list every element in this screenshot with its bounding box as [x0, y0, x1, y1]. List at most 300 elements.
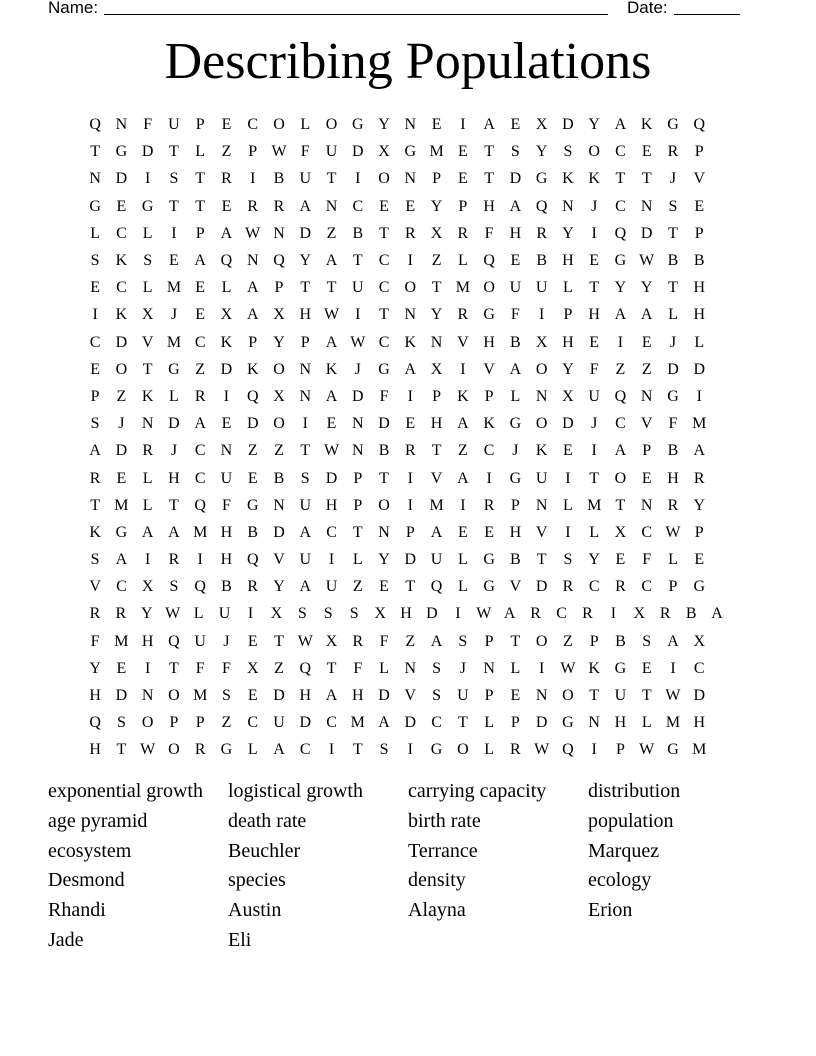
grid-letter: B	[221, 578, 232, 596]
grid-letter: S	[642, 632, 652, 650]
grid-letter: G	[614, 659, 627, 677]
grid-letter: L	[142, 496, 153, 514]
grid-letter: T	[116, 741, 127, 759]
grid-letter: M	[350, 714, 365, 732]
word-bank-item: Terrance	[408, 839, 478, 862]
grid-letter: G	[404, 143, 417, 161]
grid-letter: E	[379, 578, 389, 596]
grid-letter: K	[640, 116, 653, 134]
grid-letter: U	[614, 687, 627, 705]
grid-letter: M	[455, 279, 470, 297]
grid-row	[82, 165, 730, 192]
grid-letter: G	[115, 143, 128, 161]
grid-letter: U	[509, 279, 522, 297]
grid-letter: E	[195, 279, 206, 297]
grid-letter: G	[115, 523, 128, 541]
grid-letter: T	[195, 170, 206, 188]
grid-letter: T	[431, 442, 442, 460]
grid-letter: R	[247, 197, 259, 215]
grid-letter: S	[432, 659, 442, 677]
grid-row	[82, 682, 730, 709]
grid-letter: U	[325, 143, 338, 161]
grid-letter: E	[116, 197, 127, 215]
grid-row	[82, 274, 730, 301]
grid-row	[82, 546, 730, 573]
grid-letter: A	[509, 197, 522, 215]
grid-letter: C	[247, 714, 259, 732]
grid-letter: R	[659, 605, 671, 623]
grid-letter: H	[299, 687, 312, 705]
grid-row	[82, 519, 730, 546]
grid-letter: K	[457, 387, 469, 405]
grid-letter: E	[431, 116, 442, 134]
grid-letter: N	[640, 197, 653, 215]
grid-letter: I	[247, 605, 254, 623]
grid-letter: C	[116, 279, 127, 297]
grid-letter: Z	[563, 632, 573, 650]
grid-letter: W	[323, 306, 340, 324]
grid-letter: O	[273, 415, 285, 433]
word-bank-item: ecology	[588, 869, 652, 892]
grid-letter: U	[218, 605, 231, 623]
grid-letter: T	[142, 360, 153, 378]
grid-letter: N	[404, 116, 417, 134]
grid-letter: I	[145, 551, 151, 569]
grid-letter: E	[221, 197, 232, 215]
grid-letter: R	[530, 605, 541, 623]
grid-letter: Q	[168, 632, 180, 650]
grid-letter: S	[169, 170, 179, 188]
grid-letter: Z	[221, 714, 232, 732]
grid-letter: O	[273, 360, 285, 378]
grid-letter: W	[639, 252, 655, 270]
grid-letter: R	[404, 224, 416, 242]
grid-letter: P	[248, 143, 258, 161]
grid-letter: W	[140, 741, 156, 759]
grid-letter: D	[426, 605, 438, 623]
grid-letter: E	[641, 333, 652, 351]
grid-letter: H	[89, 741, 101, 759]
grid-letter: J	[170, 306, 178, 324]
grid-letter: D	[115, 333, 128, 351]
grid-letter: Q	[220, 252, 233, 270]
grid-letter: D	[378, 415, 390, 433]
grid-letter: M	[429, 496, 444, 514]
grid-letter: E	[116, 659, 127, 677]
grid-letter: K	[115, 306, 128, 324]
grid-letter: B	[536, 252, 547, 270]
grid-letter: S	[349, 605, 359, 623]
grid-letter: G	[246, 496, 259, 514]
grid-letter: Q	[246, 387, 259, 405]
grid-letter: R	[273, 197, 285, 215]
grid-letter: D	[535, 714, 548, 732]
grid-letter: E	[195, 306, 206, 324]
grid-letter: X	[273, 306, 285, 324]
grid-row	[82, 573, 730, 600]
grid-letter: P	[353, 469, 363, 487]
grid-row	[82, 709, 730, 736]
word-bank-item: age pyramid	[48, 809, 148, 832]
grid-letter: I	[355, 170, 361, 188]
grid-letter: G	[693, 578, 706, 596]
grid-letter: U	[194, 632, 206, 650]
grid-letter: N	[430, 333, 443, 351]
grid-letter: A	[430, 523, 443, 541]
grid-letter: K	[483, 415, 495, 433]
grid-letter: T	[326, 659, 337, 677]
grid-letter: N	[89, 170, 101, 188]
grid-letter: Z	[326, 224, 337, 242]
grid-letter: C	[326, 714, 337, 732]
grid-letter: T	[379, 306, 389, 324]
grid-letter: Y	[430, 197, 443, 215]
grid-letter: E	[457, 143, 468, 161]
grid-letter: H	[168, 469, 180, 487]
grid-letter: O	[535, 360, 548, 378]
grid-letter: H	[325, 496, 338, 514]
grid-letter: Y	[273, 578, 285, 596]
grid-letter: I	[407, 496, 413, 514]
grid-letter: T	[274, 632, 284, 650]
grid-letter: E	[589, 252, 600, 270]
grid-letter: C	[352, 197, 364, 215]
grid-row	[82, 410, 730, 437]
grid-letter: E	[379, 197, 389, 215]
grid-letter: R	[89, 605, 101, 623]
grid-letter: X	[246, 659, 259, 677]
grid-letter: C	[615, 415, 626, 433]
grid-row	[82, 220, 730, 247]
word-bank-item: exponential growth	[48, 780, 203, 802]
grid-letter: R	[667, 496, 679, 514]
grid-letter: T	[195, 197, 206, 215]
grid-letter: A	[667, 632, 679, 650]
grid-letter: Z	[195, 360, 206, 378]
grid-letter: T	[352, 252, 363, 270]
grid-letter: L	[169, 387, 179, 405]
grid-letter: S	[143, 252, 153, 270]
grid-letter: D	[404, 714, 417, 732]
grid-letter: K	[141, 387, 154, 405]
grid-letter: F	[195, 659, 205, 677]
grid-letter: E	[405, 197, 416, 215]
grid-letter: K	[588, 659, 600, 677]
grid-letter: D	[273, 523, 285, 541]
grid-letter: E	[169, 252, 179, 270]
grid-letter: T	[379, 469, 389, 487]
grid-letter: G	[509, 469, 522, 487]
grid-letter: S	[116, 714, 126, 732]
grid-letter: A	[509, 360, 522, 378]
grid-letter: T	[668, 224, 678, 242]
grid-letter: T	[431, 279, 442, 297]
grid-letter: X	[273, 387, 285, 405]
grid-letter: F	[222, 496, 231, 514]
grid-letter: N	[299, 387, 312, 405]
grid-letter: F	[222, 659, 231, 677]
grid-letter: C	[194, 469, 206, 487]
grid-letter: Q	[89, 116, 101, 134]
grid-letter: D	[640, 224, 653, 242]
grid-letter: V	[89, 578, 101, 596]
grid-letter: I	[617, 333, 624, 351]
grid-letter: T	[352, 741, 363, 759]
grid-letter: J	[591, 197, 598, 215]
grid-letter: K	[562, 170, 574, 188]
grid-letter: T	[641, 687, 652, 705]
grid-letter: E	[247, 687, 258, 705]
grid-letter: G	[352, 116, 364, 134]
grid-letter: G	[562, 714, 574, 732]
grid-letter: X	[535, 333, 548, 351]
grid-letter: E	[641, 659, 652, 677]
grid-letter: A	[325, 387, 338, 405]
grid-letter: C	[194, 333, 206, 351]
grid-letter: Q	[89, 714, 101, 732]
grid-letter: D	[404, 551, 417, 569]
grid-letter: W	[350, 333, 366, 351]
grid-letter: M	[429, 143, 444, 161]
grid-letter: R	[510, 741, 521, 759]
grid-letter: T	[300, 279, 311, 297]
grid-letter: I	[455, 605, 461, 623]
word-bank-item: birth rate	[408, 809, 481, 832]
grid-letter: R	[89, 469, 101, 487]
grid-letter: D	[299, 224, 312, 242]
grid-letter: B	[378, 442, 390, 460]
grid-letter: P	[248, 333, 258, 351]
grid-letter: C	[247, 116, 259, 134]
grid-letter: O	[535, 415, 548, 433]
grid-row	[82, 464, 730, 491]
grid-letter: K	[535, 442, 548, 460]
grid-letter: Q	[194, 496, 206, 514]
grid-letter: W	[560, 659, 576, 677]
grid-letter: C	[89, 333, 101, 351]
grid-letter: P	[642, 442, 652, 460]
grid-letter: L	[300, 116, 311, 134]
grid-letter: U	[535, 469, 548, 487]
grid-letter: B	[247, 523, 259, 541]
grid-letter: I	[460, 496, 466, 514]
grid-letter: G	[667, 116, 679, 134]
grid-letter: Z	[274, 659, 284, 677]
word-bank-item: distribution	[588, 780, 681, 802]
grid-letter: C	[588, 578, 600, 596]
word-bank-item: Erion	[588, 899, 633, 922]
grid-letter: Z	[116, 387, 127, 405]
grid-letter: T	[536, 551, 547, 569]
grid-letter: V	[693, 170, 706, 188]
grid-row	[82, 356, 730, 383]
grid-letter: Z	[405, 632, 416, 650]
grid-letter: X	[633, 605, 646, 623]
grid-letter: W	[476, 605, 492, 623]
date-blank-line	[674, 14, 740, 15]
grid-letter: E	[589, 333, 600, 351]
grid-row	[82, 193, 730, 220]
grid-letter: U	[352, 279, 364, 297]
grid-letter: Q	[299, 659, 312, 677]
grid-letter: R	[582, 605, 593, 623]
grid-letter: W	[323, 442, 340, 460]
word-bank-item: Eli	[228, 928, 252, 951]
grid-letter: R	[667, 143, 679, 161]
grid-letter: O	[378, 170, 390, 188]
grid-letter: B	[693, 252, 705, 270]
grid-letter: Y	[535, 143, 548, 161]
grid-letter: G	[483, 306, 495, 324]
grid-letter: F	[484, 224, 494, 242]
grid-letter: P	[432, 170, 442, 188]
grid-letter: P	[195, 224, 205, 242]
grid-letter: H	[220, 523, 233, 541]
grid-letter: X	[141, 578, 154, 596]
grid-letter: C	[326, 523, 337, 541]
grid-letter: J	[512, 442, 519, 460]
grid-letter: F	[589, 360, 599, 378]
grid-letter: T	[457, 714, 468, 732]
grid-letter: F	[379, 387, 389, 405]
grid-letter: H	[141, 632, 154, 650]
grid-letter: L	[641, 714, 652, 732]
grid-letter: N	[220, 442, 233, 460]
grid-letter: V	[273, 551, 285, 569]
grid-letter: S	[323, 605, 333, 623]
grid-letter: N	[404, 306, 417, 324]
word-search-grid	[82, 111, 730, 764]
grid-letter: G	[89, 197, 101, 215]
word-bank	[48, 777, 768, 956]
grid-letter: D	[220, 360, 233, 378]
grid-letter: R	[115, 605, 127, 623]
grid-letter: P	[484, 687, 494, 705]
grid-letter: G	[220, 741, 233, 759]
grid-letter: Y	[378, 551, 390, 569]
grid-row	[82, 736, 730, 763]
grid-letter: U	[430, 551, 443, 569]
grid-letter: A	[430, 632, 443, 650]
grid-row	[82, 138, 730, 165]
grid-letter: Y	[588, 551, 600, 569]
date-label: Date:	[627, 0, 668, 17]
grid-letter: G	[667, 387, 679, 405]
grid-letter: T	[326, 170, 337, 188]
grid-letter: R	[168, 551, 180, 569]
grid-letter: H	[562, 333, 574, 351]
grid-letter: I	[670, 659, 676, 677]
grid-letter: M	[587, 496, 602, 514]
grid-letter: W	[271, 143, 287, 161]
grid-letter: I	[610, 605, 617, 623]
grid-letter: R	[404, 442, 416, 460]
grid-letter: B	[510, 333, 521, 351]
grid-letter: H	[693, 714, 706, 732]
grid-letter: P	[432, 387, 442, 405]
grid-letter: I	[145, 659, 151, 677]
grid-letter: R	[536, 224, 547, 242]
grid-letter: K	[115, 252, 128, 270]
grid-letter: B	[685, 605, 697, 623]
grid-letter: I	[538, 306, 545, 324]
word-bank-item: carrying capacity	[408, 780, 547, 802]
grid-letter: I	[145, 170, 151, 188]
grid-letter: Y	[299, 252, 312, 270]
grid-letter: T	[589, 469, 600, 487]
grid-letter: D	[352, 387, 364, 405]
grid-letter: I	[591, 224, 597, 242]
grid-letter: L	[694, 333, 705, 351]
grid-row	[82, 301, 730, 328]
grid-letter: W	[297, 632, 313, 650]
grid-letter: A	[325, 252, 338, 270]
grid-letter: A	[693, 442, 706, 460]
grid-letter: M	[193, 687, 208, 705]
grid-letter: D	[562, 116, 574, 134]
grid-letter: N	[562, 197, 574, 215]
grid-letter: L	[484, 741, 494, 759]
word-bank-item: Jade	[48, 928, 84, 951]
grid-letter: H	[89, 687, 101, 705]
grid-letter: I	[565, 523, 571, 541]
grid-letter: Q	[194, 578, 206, 596]
grid-letter: O	[115, 360, 128, 378]
grid-letter: I	[328, 551, 335, 569]
grid-letter: B	[273, 469, 285, 487]
grid-letter: D	[509, 170, 522, 188]
grid-letter: D	[693, 687, 706, 705]
grid-letter: X	[430, 360, 443, 378]
grid-letter: T	[169, 143, 179, 161]
grid-letter: P	[458, 197, 468, 215]
grid-letter: P	[668, 578, 678, 596]
grid-letter: F	[300, 143, 310, 161]
grid-letter: Q	[535, 197, 548, 215]
grid-letter: X	[141, 306, 154, 324]
grid-letter: H	[509, 224, 522, 242]
grid-letter: D	[325, 469, 338, 487]
page-title: Describing Populations	[164, 33, 652, 90]
grid-letter: H	[667, 469, 679, 487]
grid-letter: F	[90, 632, 100, 650]
grid-letter: I	[407, 741, 413, 759]
grid-letter: P	[274, 279, 284, 297]
name-label: Name:	[48, 0, 99, 17]
grid-letter: W	[665, 687, 681, 705]
grid-letter: N	[273, 496, 285, 514]
grid-letter: O	[588, 143, 600, 161]
grid-letter: X	[325, 632, 338, 650]
grid-letter: O	[273, 116, 285, 134]
grid-letter: M	[193, 523, 208, 541]
grid-letter: P	[484, 632, 494, 650]
grid-letter: I	[407, 387, 413, 405]
grid-letter: P	[195, 714, 205, 732]
grid-letter: C	[116, 578, 127, 596]
grid-letter: L	[457, 252, 468, 270]
grid-row	[82, 492, 730, 519]
grid-letter: O	[614, 469, 627, 487]
grid-letter: Z	[352, 578, 363, 596]
grid-letter: A	[194, 415, 206, 433]
grid-letter: X	[374, 605, 386, 623]
grid-letter: A	[640, 306, 653, 324]
word-bank-item: Alayna	[408, 899, 466, 922]
grid-letter: R	[194, 741, 206, 759]
grid-letter: K	[325, 360, 338, 378]
grid-row	[82, 655, 730, 682]
